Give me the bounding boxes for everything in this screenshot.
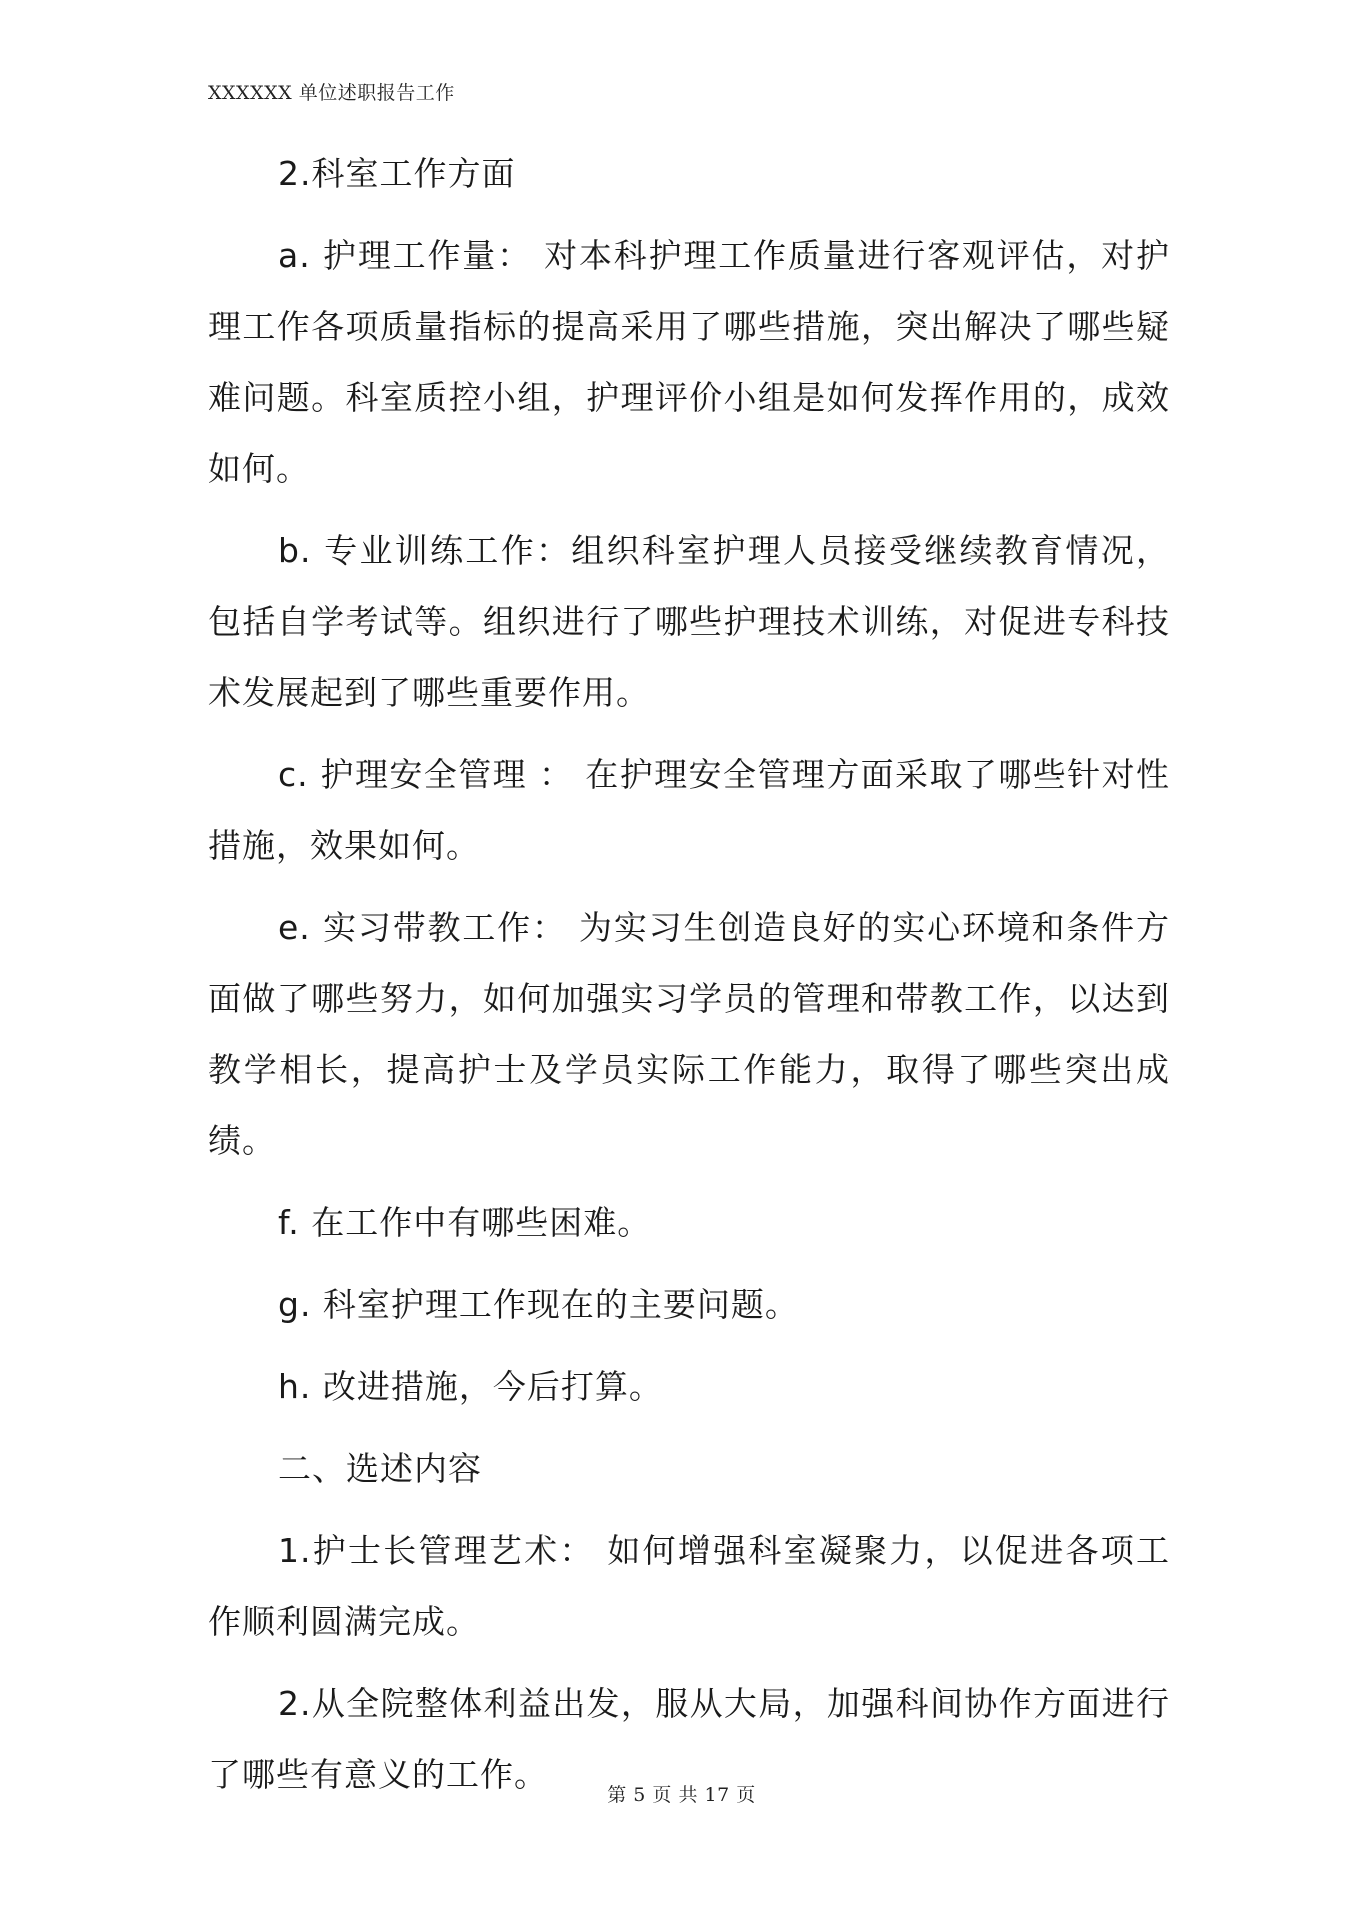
paragraph-improvements: h. 改进措施，今后打算。 [278, 1367, 663, 1406]
paragraph-nursing-workload: a. 护理工作量： 对本科护理工作质量进行客观评估，对护理工作各项质量指标的提高采用了哪些措施，突出解决了哪些疑难问题。科室质控小组，护理评价小组是如何发挥作用的，成效如何。 [208, 236, 1170, 488]
page-footer: 第 5 页 共 17 页 [607, 1784, 756, 1806]
section-heading-optional: 二、选述内容 [278, 1449, 482, 1488]
page-header: XXXXXX 单位述职报告工作 [208, 82, 455, 104]
paragraph-internship-teaching: e. 实习带教工作： 为实习生创造良好的实心环境和条件方面做了哪些努力，如何加强实习学员的管理和带教工作，以达到教学相长，提高护士及学员实际工作能力，取得了哪些突出成绩。 [208, 908, 1170, 1160]
section-heading-dept-work: 2.科室工作方面 [278, 154, 516, 193]
document-body [208, 138, 1170, 1821]
paragraph-professional-training: b. 专业训练工作：组织科室护理人员接受继续教育情况，包括自学考试等。组织进行了哪些护理技术训练，对促进专科技术发展起到了哪些重要作用。 [208, 531, 1170, 712]
paragraph-cooperation: 2.从全院整体利益出发，服从大局，加强科间协作方面进行了哪些有意义的工作。 [208, 1684, 1170, 1794]
paragraph-difficulties: f. 在工作中有哪些困难。 [278, 1203, 652, 1242]
paragraph-management-art: 1.护士长管理艺术： 如何增强科室凝聚力，以促进各项工作顺利圆满完成。 [208, 1531, 1170, 1641]
paragraph-nursing-safety: c. 护理安全管理 ： 在护理安全管理方面采取了哪些针对性措施，效果如何。 [208, 755, 1170, 865]
paragraph-main-problems: g. 科室护理工作现在的主要问题。 [278, 1285, 799, 1324]
